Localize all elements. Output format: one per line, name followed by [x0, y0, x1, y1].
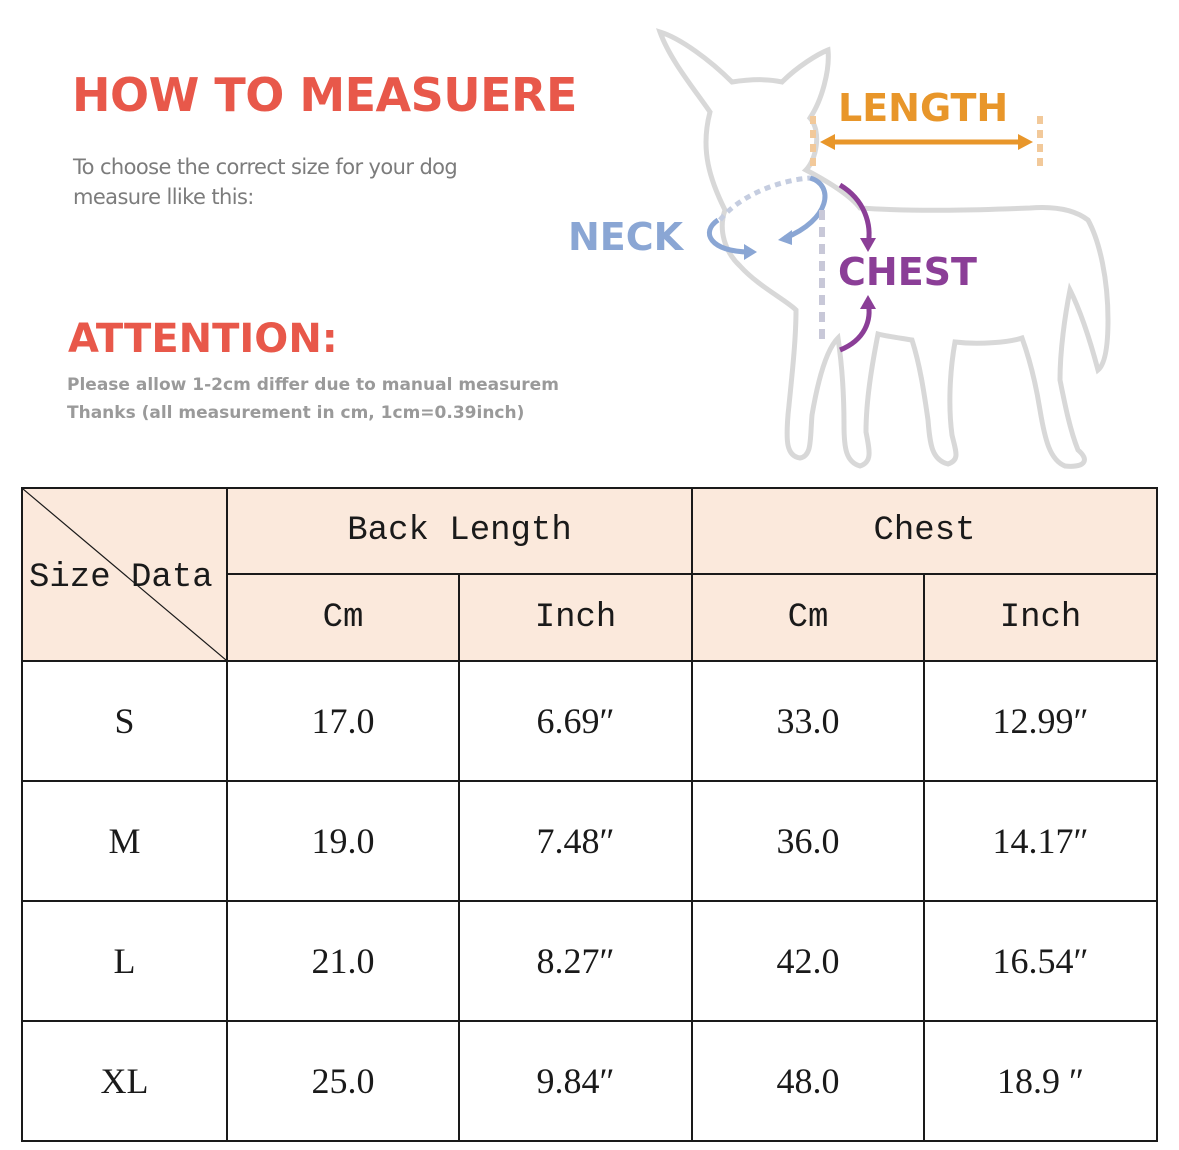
chest-inch-cell: 16.54″ — [924, 901, 1157, 1021]
table-row — [22, 781, 1157, 901]
back-cm-cell: 21.0 — [227, 901, 459, 1021]
attention-title: ATTENTION: — [68, 316, 338, 362]
attention-note — [67, 371, 607, 427]
back-inch-cell: 9.84″ — [459, 1021, 692, 1141]
corner-label: Size Data — [29, 559, 213, 597]
chest-cm-cell: 33.0 — [692, 661, 924, 781]
intro-line-2: measure llike this: — [73, 185, 254, 209]
page-title: HOW TO MEASUERE — [72, 68, 577, 122]
header-back-inch: Inch — [459, 574, 692, 661]
header-chest: Chest — [692, 488, 1157, 574]
back-inch-cell: 8.27″ — [459, 901, 692, 1021]
back-cm-cell: 25.0 — [227, 1021, 459, 1141]
header-chest-inch: Inch — [924, 574, 1157, 661]
size-chart-table — [21, 487, 1158, 1142]
chest-cm-cell: 42.0 — [692, 901, 924, 1021]
chest-inch-cell: 18.9 ″ — [924, 1021, 1157, 1141]
back-cm-cell: 19.0 — [227, 781, 459, 901]
chest-arrow-bottom — [840, 302, 869, 350]
size-cell: L — [22, 901, 227, 1021]
neck-arrow-left — [709, 220, 750, 252]
neck-dotted-line — [720, 178, 810, 220]
size-cell: S — [22, 661, 227, 781]
chest-inch-cell: 12.99″ — [924, 661, 1157, 781]
chest-cm-cell: 36.0 — [692, 781, 924, 901]
back-cm-cell: 17.0 — [227, 661, 459, 781]
header-back-cm: Cm — [227, 574, 459, 661]
neck-arrow-head-right — [778, 230, 792, 245]
chest-label: CHEST — [838, 250, 977, 294]
intro-text — [73, 152, 457, 212]
table-row — [22, 901, 1157, 1021]
neck-label: NECK — [568, 215, 684, 259]
header-chest-cm: Cm — [692, 574, 924, 661]
length-arrow-head-left — [820, 134, 835, 150]
neck-arrow-head-left — [744, 244, 757, 260]
chest-arrow-head-bottom — [860, 295, 876, 309]
chest-cm-cell: 48.0 — [692, 1021, 924, 1141]
back-inch-cell: 7.48″ — [459, 781, 692, 901]
corner-header — [22, 488, 227, 661]
length-arrow-head-right — [1018, 134, 1033, 150]
note-line-1: Please allow 1-2cm differ due to manual measurem — [67, 375, 559, 395]
neck-arrow-right — [785, 178, 825, 238]
length-label: LENGTH — [838, 86, 1009, 130]
note-line-2: Thanks (all measurement in cm, 1cm=0.39inch) — [67, 403, 525, 423]
table-row — [22, 1021, 1157, 1141]
size-cell: M — [22, 781, 227, 901]
size-cell: XL — [22, 1021, 227, 1141]
intro-line-1: To choose the correct size for your dog — [73, 155, 458, 179]
table-row — [22, 661, 1157, 781]
chest-inch-cell: 14.17″ — [924, 781, 1157, 901]
header-back-length: Back Length — [227, 488, 692, 574]
back-inch-cell: 6.69″ — [459, 661, 692, 781]
